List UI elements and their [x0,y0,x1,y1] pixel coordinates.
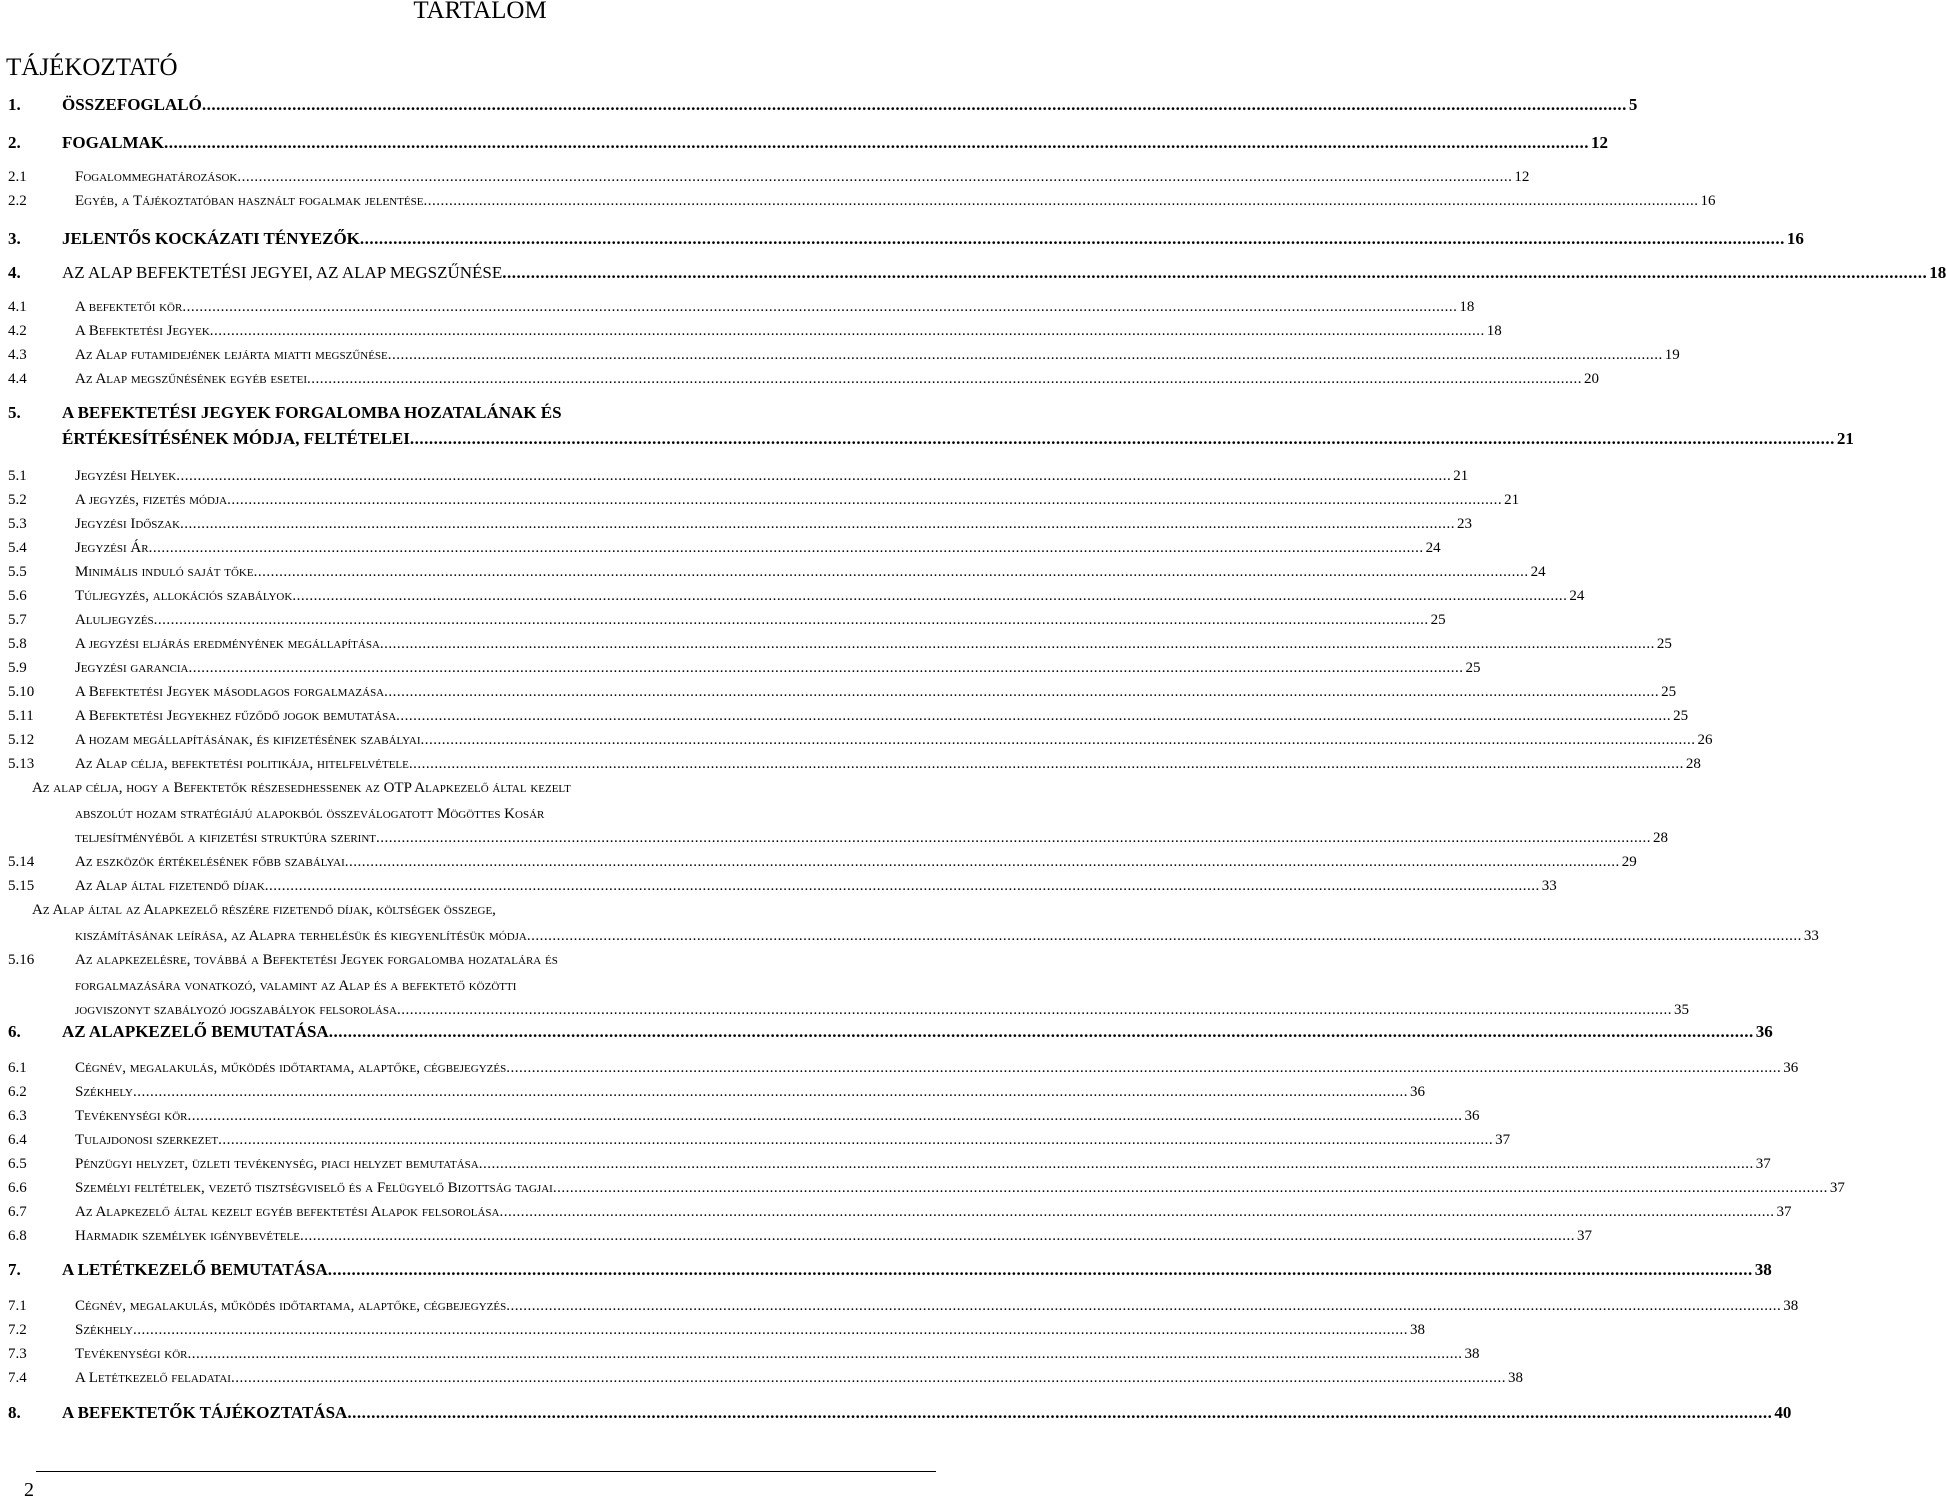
toc-entry[interactable] [0,562,1546,582]
toc-entry-page: 25 [1430,612,1446,628]
toc-entry-number: 5.6 [8,588,27,604]
toc-entry-number: 6.4 [8,1132,27,1148]
toc-entry-title: Személyi feltételek, vezető tisztségviselő és a Felügyelő Bizottság tagjai [75,1180,553,1196]
toc-entry-title: Tevékenységi kör [75,1108,188,1124]
footer-divider [36,1471,936,1472]
toc-leader-dots: ............................................................................................................................................................................................................................................................................................................ [132,1322,1408,1338]
toc-entry-number: 5.10 [8,684,35,700]
toc-entry[interactable] [0,403,960,423]
toc-leader-dots: ............................................................................................................................................................................................................................................................................................................ [237,169,1513,185]
toc-leader-dots: ............................................................................................................................................................................................................................................................................................................ [379,636,1655,652]
toc-entry[interactable] [0,876,1557,896]
toc-entry-page: 33 [1541,878,1557,894]
toc-leader-dots: ............................................................................................................................................................................................................................................................................................................ [502,263,1928,282]
toc-entry[interactable] [0,1368,1523,1388]
toc-leader-dots: ............................................................................................................................................................................................................................................................................................................ [552,1180,1828,1196]
toc-entry-number: 6.2 [8,1084,27,1100]
toc-entry-title: AZ ALAP BEFEKTETÉSI JEGYEI, AZ ALAP MEGSZŰNÉSE [62,263,503,282]
toc-leader-dots: ............................................................................................................................................................................................................................................................................................................ [227,492,1503,508]
toc-leader-dots: ............................................................................................................................................................................................................................................................................................................ [344,854,1620,870]
toc-entry-page: 20 [1584,371,1599,387]
toc-entry-page: 21 [1504,492,1520,508]
toc-entry-page: 12 [1591,133,1608,152]
toc-entry-page: 21 [1453,468,1469,484]
toc-entry-number: 4.4 [8,371,27,387]
toc-entry-title: A Befektetési Jegyek [75,323,210,339]
toc-entry-title: teljesítményéből a kifizetési struktúra szerint [75,830,376,846]
toc-entry[interactable] [0,429,1854,449]
toc-entry-number: 1. [8,95,21,114]
toc-leader-dots: ............................................................................................................................................................................................................................................................................................................ [506,1298,1782,1314]
toc-entry[interactable] [0,369,1599,389]
toc-entry-page: 26 [1697,732,1713,748]
toc-leader-dots: ............................................................................................................................................................................................................................................................................................................ [478,1156,1754,1172]
toc-entry-title: Minimális induló saját tőke [75,564,254,580]
toc-leader-dots: ............................................................................................................................................................................................................................................................................................................ [264,878,1540,894]
toc-entry-number: 5. [8,403,21,422]
toc-entry-title: ÖSSZEFOGLALÓ [62,95,202,114]
toc-leader-dots: ............................................................................................................................................................................................................................................................................................................ [359,229,1785,248]
toc-entry[interactable] [0,95,1638,115]
toc-leader-dots: ............................................................................................................................................................................................................................................................................................................ [176,468,1452,484]
toc-entry[interactable] [0,1202,1792,1222]
toc-entry-page: 36 [1409,1084,1425,1100]
toc-entry-page: 40 [1774,1403,1792,1422]
toc-leader-dots: ............................................................................................................................................................................................................................................................................................................ [499,1204,1775,1220]
toc-entry-number: 6.7 [8,1204,27,1220]
toc-leader-dots: ............................................................................................................................................................................................................................................................................................................ [153,612,1429,628]
toc-entry-page: 18 [1459,299,1475,315]
toc-entry-number: 5.13 [8,756,35,772]
toc-leader-dots: ............................................................................................................................................................................................................................................................................................................ [209,323,1485,339]
toc-entry-page: 25 [1673,708,1689,724]
toc-entry[interactable] [0,1058,1799,1078]
toc-entry-page: 16 [1786,229,1804,248]
toc-leader-dots: ............................................................................................................................................................................................................................................................................................................ [132,1084,1408,1100]
toc-entry-number: 7. [8,1260,21,1279]
toc-entry[interactable] [0,682,1677,702]
toc-entry-page: 25 [1465,660,1481,676]
toc-entry-number: 6.1 [8,1060,27,1076]
toc-entry-title: A Letétkezelő feladatai [75,1370,231,1386]
toc-entry-title: Jegyzési Ár [75,540,149,556]
toc-leader-dots: ............................................................................................................................................................................................................................................................................................................ [327,1260,1753,1279]
toc-entry[interactable] [0,900,960,920]
toc-entry[interactable] [0,634,1672,654]
toc-entry-title: A jegyzés, fizetés módja [75,492,228,508]
section-heading: TÁJÉKOZTATÓ [6,54,178,81]
toc-leader-dots: ............................................................................................................................................................................................................................................................................................................ [409,429,1835,448]
toc-entry-number: 5.12 [8,732,35,748]
toc-entry-page: 25 [1656,636,1672,652]
toc-entry-number: 5.16 [8,952,35,968]
toc-entry-number: 6. [8,1022,21,1041]
toc-entry-number: 5.4 [8,540,27,556]
toc-entry[interactable] [0,1082,1425,1102]
toc-leader-dots: ............................................................................................................................................................................................................................................................................................................ [218,1132,1494,1148]
page-number: 2 [24,1479,34,1501]
toc-entry-title: forgalmazására vonatkozó, valamint az Alap és a befektető közötti [75,978,517,994]
toc-entry[interactable] [0,804,960,824]
toc-entry-page: 38 [1409,1322,1425,1338]
toc-entry[interactable] [0,1000,1689,1020]
toc-entry-number: 6.8 [8,1228,27,1244]
toc-entry[interactable] [0,133,1608,153]
toc-entry-page: 36 [1464,1108,1480,1124]
toc-entry-page: 24 [1569,588,1585,604]
toc-entry-number: 2.2 [8,193,27,209]
toc-entry-title: Az alapkezelésre, továbbá a Befektetési Jegyek forgalomba hozatalára és [75,952,558,968]
toc-entry-title: Az alap célja, hogy a Befektetők részesedhessenek az OTP Alapkezelő által kezelt [32,780,571,796]
toc-entry[interactable] [0,1320,1425,1340]
toc-entry-number: 6.6 [8,1180,27,1196]
toc-leader-dots: ............................................................................................................................................................................................................................................................................................................ [347,1403,1773,1422]
toc-entry[interactable] [0,1022,1773,1042]
toc-entry[interactable] [0,828,1668,848]
toc-entry-page: 18 [1929,263,1946,282]
toc-entry-page: 36 [1755,1022,1773,1041]
toc-entry-title: Az Alap megszűnésének egyéb esetei [75,371,307,387]
toc-entry-title: Aluljegyzés [75,612,154,628]
toc-entry[interactable] [0,345,1680,365]
toc-entry-page: 12 [1514,169,1530,185]
toc-entry[interactable] [0,586,1585,606]
toc-leader-dots: ............................................................................................................................................................................................................................................................................................................ [423,193,1699,209]
toc-entry[interactable] [0,754,1701,774]
toc-entry[interactable] [0,1178,1845,1198]
toc-leader-dots: ............................................................................................................................................................................................................................................................................................................ [408,756,1684,772]
toc-entry-title: Jegyzési garancia [75,660,189,676]
toc-entry-title: FOGALMAK [62,133,164,152]
toc-entry-title: A BEFEKTETŐK TÁJÉKOZTATÁSA [62,1403,348,1422]
toc-entry-number: 5.11 [8,708,34,724]
toc-entry-title: Székhely [75,1322,133,1338]
toc-entry-title: A hozam megállapításának, és kifizetésének szabályai [75,732,421,748]
toc-entry-number: 5.8 [8,636,27,652]
toc-entry[interactable] [0,263,1946,283]
toc-entry-title: Cégnév, megalakulás, működés időtartama, alaptőke, cégbejegyzés [75,1060,507,1076]
toc-entry-title: A LETÉTKEZELŐ BEMUTATÁSA [62,1260,328,1279]
toc-leader-dots: ............................................................................................................................................................................................................................................................................................................ [420,732,1696,748]
toc-entry[interactable] [0,490,1520,510]
toc-entry[interactable] [0,706,1689,726]
toc-entry-page: 19 [1664,347,1680,363]
toc-entry-page: 38 [1464,1346,1480,1362]
toc-entry-page: 37 [1829,1180,1845,1196]
toc-entry-page: 35 [1673,1002,1689,1018]
toc-entry-page: 33 [1803,928,1819,944]
toc-entry-page: 18 [1486,323,1502,339]
toc-entry[interactable] [0,976,960,996]
toc-entry-page: 37 [1776,1204,1792,1220]
toc-leader-dots: ............................................................................................................................................................................................................................................................................................................ [307,371,1582,387]
toc-entry-number: 6.3 [8,1108,27,1124]
toc-entry-title: Fogalommeghatározások [75,169,238,185]
toc-entry-title: AZ ALAPKEZELŐ BEMUTATÁSA [62,1022,329,1041]
toc-entry-title: jogviszonyt szabályozó jogszabályok felsorolása [75,1002,397,1018]
toc-entry-page: 24 [1425,540,1441,556]
toc-entry-page: 36 [1783,1060,1799,1076]
toc-entry-number: 4.3 [8,347,27,363]
toc-entry-title: Az eszközök értékelésének főbb szabályai [75,854,345,870]
toc-entry[interactable] [0,1260,1772,1280]
toc-entry-page: 28 [1685,756,1701,772]
toc-leader-dots: ............................................................................................................................................................................................................................................................................................................ [292,588,1568,604]
toc-entry-page: 24 [1530,564,1546,580]
toc-entry-title: abszolút hozam stratégiájú alapokból összeválogatott Mögöttes Kosár [75,806,545,822]
toc-entry[interactable] [0,191,1716,211]
toc-entry-title: Az Alap futamidejének lejárta miatti megszűnése [75,347,388,363]
toc-entry-title: Tevékenységi kör [75,1346,188,1362]
toc-entry-page: 5 [1628,95,1638,114]
toc-entry[interactable] [0,1296,1799,1316]
toc-leader-dots: ............................................................................................................................................................................................................................................................................................................ [164,133,1589,152]
toc-entry-number: 5.7 [8,612,27,628]
toc-entry[interactable] [0,778,960,798]
toc-entry-page: 28 [1652,830,1668,846]
toc-leader-dots: ............................................................................................................................................................................................................................................................................................................ [230,1370,1506,1386]
toc-entry[interactable] [0,1344,1480,1364]
toc-leader-dots: ............................................................................................................................................................................................................................................................................................................ [299,1228,1575,1244]
toc-entry-number: 4.1 [8,299,27,315]
toc-entry-title: Jegyzési Időszak [75,516,181,532]
toc-leader-dots: ............................................................................................................................................................................................................................................................................................................ [253,564,1529,580]
toc-entry-page: 38 [1507,1370,1523,1386]
toc-entry-page: 37 [1576,1228,1592,1244]
toc-entry-number: 5.9 [8,660,27,676]
toc-leader-dots: ............................................................................................................................................................................................................................................................................................................ [148,540,1424,556]
page-title: TARTALOM [413,0,547,24]
toc-entry-number: 2.1 [8,169,27,185]
toc-entry-number: 5.2 [8,492,27,508]
toc-entry-title: Tulajdonosi szerkezet [75,1132,219,1148]
toc-entry-title: ÉRTÉKESÍTÉSÉNEK MÓDJA, FELTÉTELEI [62,429,410,448]
toc-entry-title: Az Alap által fizetendő díjak [75,878,265,894]
toc-entry-page: 21 [1836,429,1854,448]
toc-entry-title: Túljegyzés, allokációs szabályok [75,588,293,604]
toc-entry-title: kiszámításának leírása, az Alapra terhelésük és kiegyenlítésük módja [75,928,527,944]
toc-entry[interactable] [0,466,1469,486]
toc-entry-number: 8. [8,1403,21,1422]
toc-entry-title: Székhely [75,1084,133,1100]
toc-entry-title: Egyéb, a Tájékoztatóban használt fogalmak jelentése [75,193,424,209]
toc-entry-number: 4. [8,263,21,282]
toc-entry[interactable] [0,1106,1480,1126]
toc-entry[interactable] [0,852,1637,872]
toc-leader-dots: ............................................................................................................................................................................................................................................................................................................ [375,830,1651,846]
toc-entry-page: 38 [1783,1298,1799,1314]
toc-entry[interactable] [0,1403,1792,1423]
toc-entry[interactable] [0,167,1530,187]
toc-entry[interactable] [0,321,1502,341]
toc-entry[interactable] [0,1154,1771,1174]
toc-entry-number: 3. [8,229,21,248]
toc-entry[interactable] [0,229,1804,249]
toc-entry-page: 37 [1495,1132,1511,1148]
toc-entry[interactable] [0,1130,1511,1150]
toc-leader-dots: ............................................................................................................................................................................................................................................................................................................ [396,708,1672,724]
toc-leader-dots: ............................................................................................................................................................................................................................................................................................................ [526,928,1802,944]
toc-entry-page: 25 [1661,684,1677,700]
toc-entry[interactable] [0,730,1713,750]
toc-entry-number: 5.5 [8,564,27,580]
toc-leader-dots: ............................................................................................................................................................................................................................................................................................................ [328,1022,1754,1041]
toc-entry-title: JELENTŐS KOCKÁZATI TÉNYEZŐK [62,229,360,248]
toc-leader-dots: ............................................................................................................................................................................................................................................................................................................ [188,660,1464,676]
toc-leader-dots: ............................................................................................................................................................................................................................................................................................................ [187,1346,1463,1362]
toc-entry-number: 7.4 [8,1370,27,1386]
toc-entry[interactable] [0,514,1473,534]
toc-entry-page: 23 [1457,516,1473,532]
toc-entry-title: Az Alapkezelő által kezelt egyéb befektetési Alapok felsorolása [75,1204,500,1220]
toc-entry-number: 4.2 [8,323,27,339]
toc-entry-number: 2. [8,133,21,152]
toc-entry[interactable] [0,950,960,970]
toc-entry-number: 5.3 [8,516,27,532]
toc-entry-number: 6.5 [8,1156,27,1172]
toc-entry-page: 38 [1754,1260,1772,1279]
toc-entry-page: 16 [1700,193,1716,209]
toc-entry-number: 5.14 [8,854,35,870]
toc-leader-dots: ............................................................................................................................................................................................................................................................................................................ [506,1060,1782,1076]
toc-leader-dots: ............................................................................................................................................................................................................................................................................................................ [182,299,1458,315]
toc-entry-title: Harmadik személyek igénybevétele [75,1228,300,1244]
toc-entry-title: A jegyzési eljárás eredményének megállapítása [75,636,380,652]
toc-entry-title: A Befektetési Jegyekhez fűződő jogok bemutatása [75,708,397,724]
toc-entry[interactable] [0,1226,1592,1246]
toc-leader-dots: ............................................................................................................................................................................................................................................................................................................ [187,1108,1463,1124]
toc-leader-dots: ............................................................................................................................................................................................................................................................................................................ [396,1002,1672,1018]
toc-entry[interactable] [0,538,1441,558]
toc-leader-dots: ............................................................................................................................................................................................................................................................................................................ [384,684,1660,700]
toc-entry-title: A BEFEKTETÉSI JEGYEK FORGALOMBA HOZATALÁNAK ÉS [62,403,562,422]
toc-leader-dots: ............................................................................................................................................................................................................................................................................................................ [201,95,1627,114]
toc-entry-title: Pénzügyi helyzet, üzleti tevékenység, piaci helyzet bemutatása [75,1156,479,1172]
toc-leader-dots: ............................................................................................................................................................................................................................................................................................................ [387,347,1663,363]
toc-entry-title: Az Alap célja, befektetési politikája, hitelfelvétele [75,756,409,772]
toc-entry-number: 7.3 [8,1346,27,1362]
toc-entry[interactable] [0,658,1481,678]
toc-entry-number: 5.15 [8,878,35,894]
toc-entry-title: A befektetői kör [75,299,183,315]
toc-entry-number: 7.2 [8,1322,27,1338]
toc-entry-title: Cégnév, megalakulás, működés időtartama, alaptőke, cégbejegyzés [75,1298,507,1314]
toc-entry[interactable] [0,926,1819,946]
toc-entry[interactable] [0,610,1446,630]
toc-entry-page: 29 [1621,854,1637,870]
toc-entry[interactable] [0,297,1475,317]
toc-leader-dots: ............................................................................................................................................................................................................................................................................................................ [180,516,1456,532]
toc-entry-title: Jegyzési Helyek [75,468,177,484]
toc-entry-number: 7.1 [8,1298,27,1314]
toc-entry-number: 5.1 [8,468,27,484]
toc-entry-title: Az Alap által az Alapkezelő részére fizetendő díjak, költségek összege, [32,902,496,918]
toc-entry-title: A Befektetési Jegyek másodlagos forgalmazása [75,684,385,700]
toc-entry-page: 37 [1755,1156,1771,1172]
